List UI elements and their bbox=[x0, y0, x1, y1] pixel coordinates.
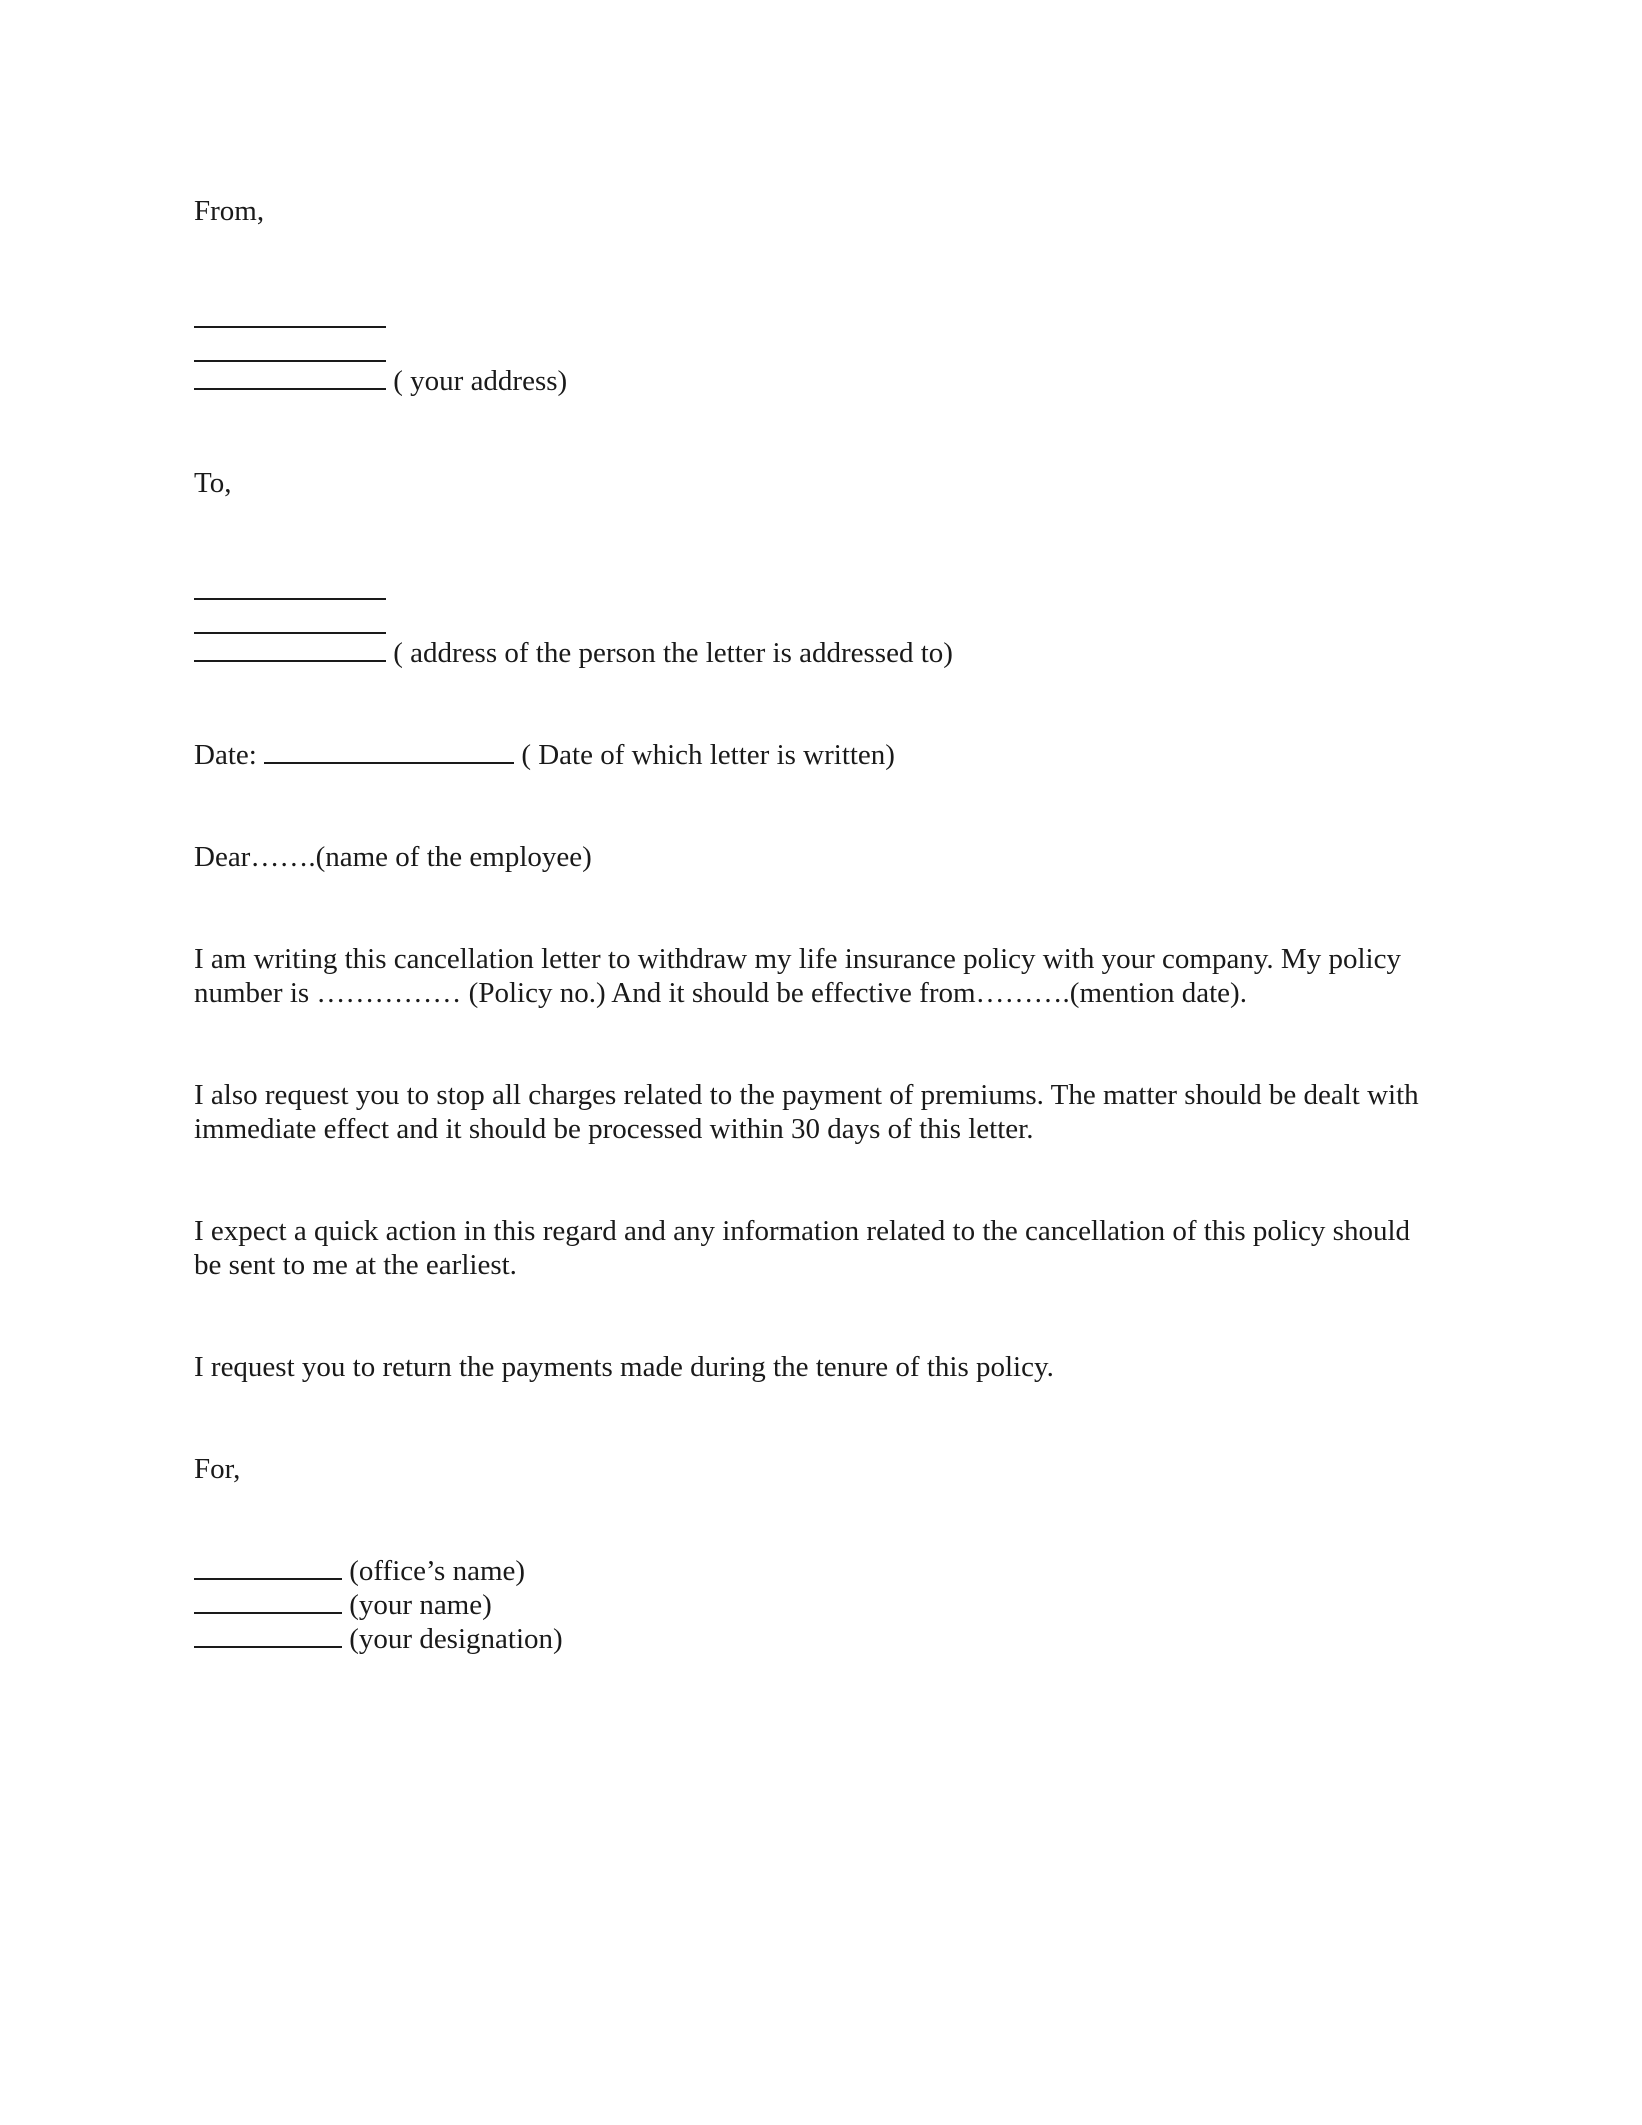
blank-line bbox=[194, 336, 386, 362]
paragraph-3-line-1: I expect a quick action in this regard and any information related to the cancellation of this policy should bbox=[194, 1215, 1411, 1247]
blank-line bbox=[194, 608, 386, 634]
signature-office-note: (office’s name) bbox=[349, 1555, 526, 1587]
blank-line bbox=[194, 1622, 342, 1648]
paragraph-2-line-2: immediate effect and it should be processed within 30 days of this letter. bbox=[194, 1113, 1034, 1145]
paragraph-2-line-1: I also request you to stop all charges related to the payment of premiums. The matter should be dealt with bbox=[194, 1079, 1419, 1111]
salutation: Dear…….(name of the employee) bbox=[194, 841, 592, 873]
signature-name-line bbox=[194, 1588, 492, 1622]
paragraph-3-line-2: be sent to me at the earliest. bbox=[194, 1249, 517, 1281]
signature-designation-note: (your designation) bbox=[349, 1623, 563, 1655]
from-address-line-3 bbox=[194, 364, 567, 398]
blank-line bbox=[194, 574, 386, 600]
date-label: Date: bbox=[194, 739, 257, 771]
blank-line bbox=[194, 302, 386, 328]
blank-line bbox=[194, 636, 386, 662]
blank-line bbox=[194, 1588, 342, 1614]
signature-office-line bbox=[194, 1554, 525, 1588]
from-address-note: ( your address) bbox=[393, 365, 568, 397]
paragraph-4 bbox=[194, 1350, 1454, 1384]
from-label: From, bbox=[194, 195, 265, 227]
blank-line bbox=[194, 1554, 342, 1580]
to-address-line-1 bbox=[194, 574, 386, 608]
paragraph-4-line-1: I request you to return the payments made during the tenure of this policy. bbox=[194, 1351, 1054, 1383]
from-address-line-1 bbox=[194, 302, 386, 336]
date-blank bbox=[264, 738, 514, 764]
closing-label: For, bbox=[194, 1453, 241, 1485]
paragraph-1 bbox=[194, 942, 1454, 1010]
to-label: To, bbox=[194, 467, 232, 499]
blank-line bbox=[194, 364, 386, 390]
signature-name-note: (your name) bbox=[349, 1589, 492, 1621]
paragraph-3 bbox=[194, 1214, 1454, 1282]
to-address-line-3 bbox=[194, 636, 953, 670]
paragraph-2 bbox=[194, 1078, 1454, 1146]
signature-designation-line bbox=[194, 1622, 563, 1656]
to-address-note: ( address of the person the letter is addressed to) bbox=[393, 637, 953, 669]
paragraph-1-line-1: I am writing this cancellation letter to withdraw my life insurance policy with your company. My policy bbox=[194, 943, 1401, 975]
date-line bbox=[194, 738, 895, 772]
date-note: ( Date of which letter is written) bbox=[521, 739, 895, 771]
paragraph-1-line-2: number is …………… (Policy no.) And it should be effective from……….(mention date). bbox=[194, 977, 1247, 1009]
